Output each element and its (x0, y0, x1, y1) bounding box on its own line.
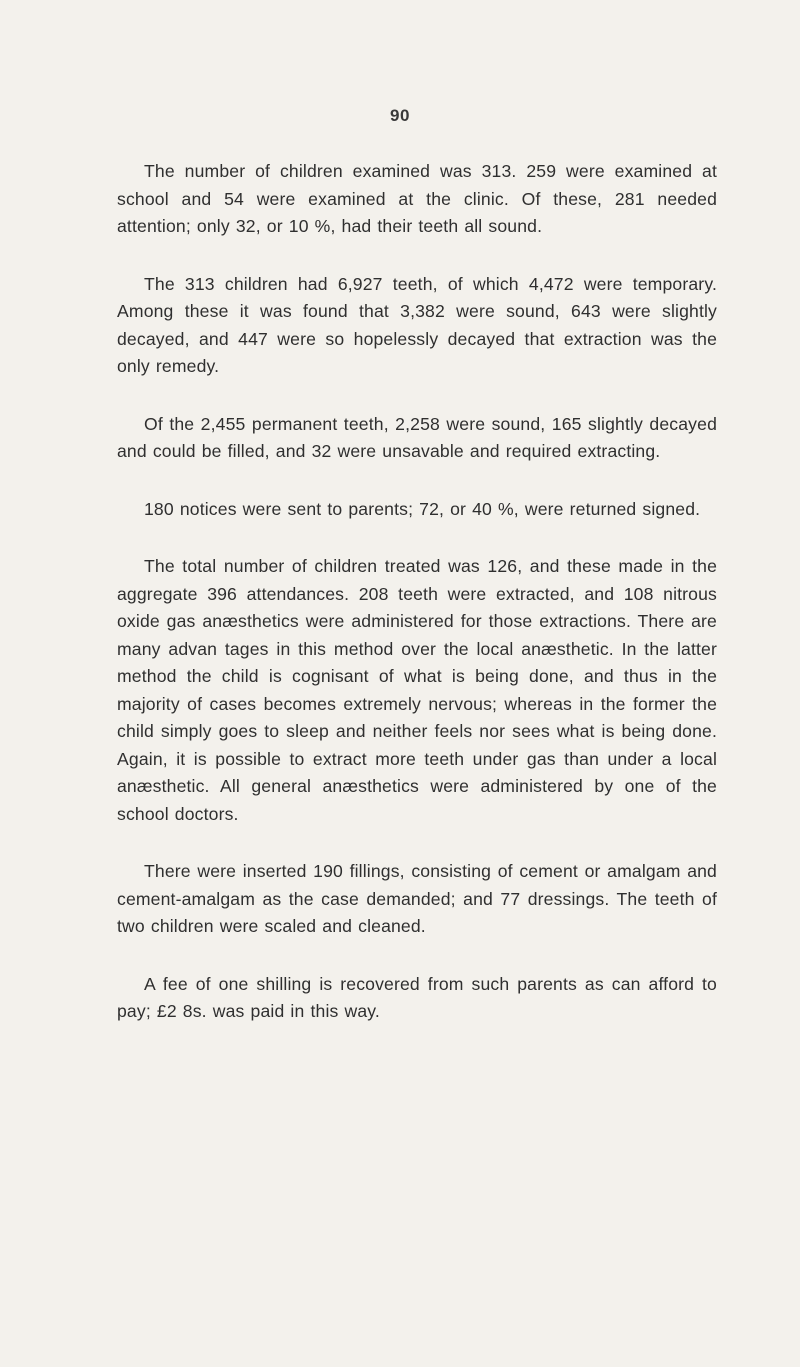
paragraph-notices: 180 notices were sent to parents; 72, or 40 %, were returned signed. (144, 498, 701, 519)
body-text (117, 158, 717, 1026)
paragraph-teeth-count: The 313 children had 6,927 teeth, of which 4,472 were temporary. Among these it was found that 3,382 were sound, 643 were slightly decayed, and 447 were so hopelessly decayed that extraction was the only remedy. (117, 273, 717, 376)
paragraph-fillings: There were inserted 190 fillings, consisting of cement or amalgam and cement-amalgam as the case demanded; and 77 dressings. The teeth of two children were scaled and cleaned. (117, 861, 717, 936)
paragraph-children-examined: The number of children examined was 313. 259 were examined at school and 54 were examined at the clinic. Of these, 281 needed attention; only 32, or 10 %, had their teeth all sound. (117, 161, 717, 236)
page-number: 90 (390, 106, 410, 125)
paragraph-fee: A fee of one shilling is recovered from such parents as can afford to pay; £2 8s. was paid in this way. (117, 973, 717, 1021)
paragraph-treatment: The total number of children treated was 126, and these made in the aggregate 396 attendances. 208 teeth were extracted, and 108 nitrous oxide gas anæsthetics were administered for those extractions. There are many advan tages in this method over the local anæsthetic. In the latter method the child is cognisant of what is being done, and thus in the majority of cases becomes extremely nervous; whereas in the former the child simply goes to sleep and neither feels nor sees what is being done. Again, it is possible to extract more teeth under gas than under a local anæsthetic. All general anæsthetics were administered by one of the school doctors. (117, 556, 717, 824)
paragraph-permanent-teeth: Of the 2,455 permanent teeth, 2,258 were sound, 165 slightly decayed and could be filled, and 32 were unsavable and required extracting. (117, 413, 717, 461)
